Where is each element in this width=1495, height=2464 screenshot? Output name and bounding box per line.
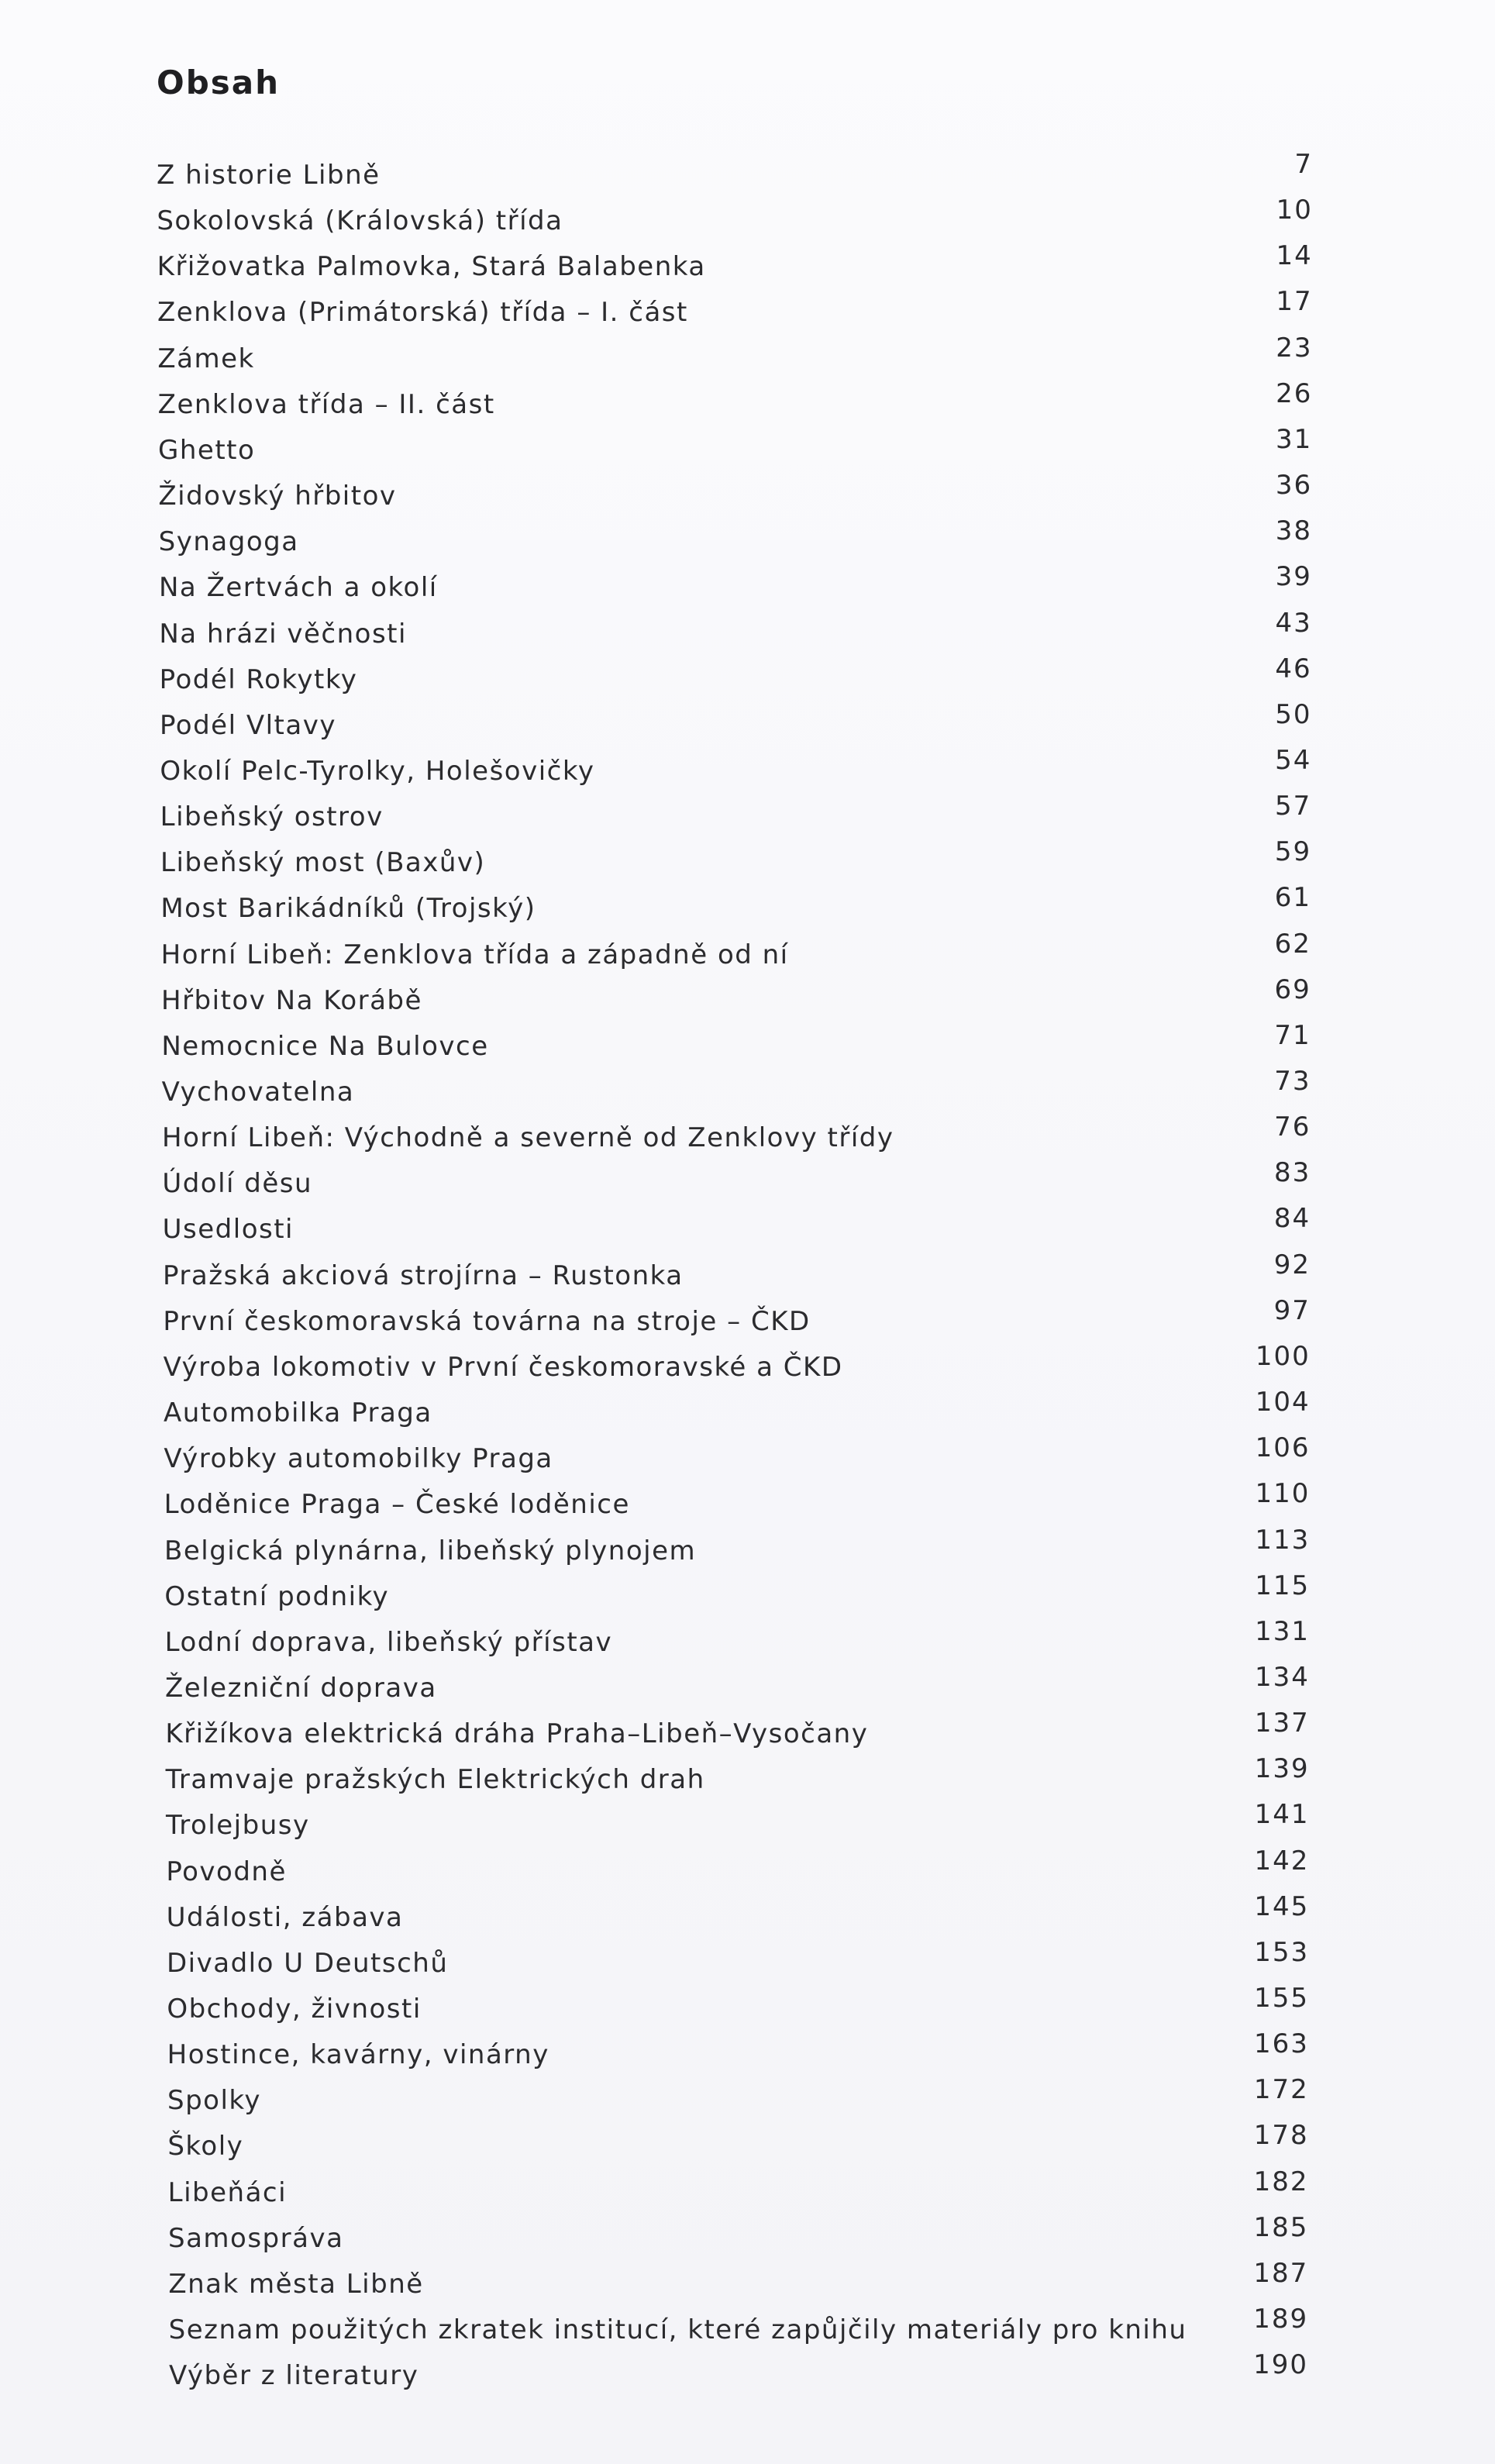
toc-entry-page-number: 14 [1276,240,1313,272]
toc-entry-page-number: 59 [1274,836,1312,868]
toc-entry-page-number: 92 [1273,1249,1311,1280]
toc-entry-page-number: 104 [1255,1387,1311,1418]
toc-entry-title: Nemocnice Na Bulovce [161,1030,489,1062]
toc-entry-title: Podél Vltavy [160,709,336,741]
toc-entry-page-number: 17 [1276,286,1313,318]
toc-entry-page-number: 182 [1253,2166,1309,2197]
toc-entry-page-number: 163 [1253,2028,1309,2060]
toc-entry-page-number: 10 [1276,195,1313,226]
toc-entry-title: Libeňský ostrov [160,801,384,833]
toc-entry-title: Horní Libeň: Zenklova třída a západně od ní [160,939,789,970]
toc-entry-title: Usedlosti [162,1214,294,1246]
toc-entry-title: První českomoravská továrna na stroje – ČKD [163,1305,811,1337]
toc-entry-page-number: 31 [1275,423,1313,455]
toc-entry-page-number: 190 [1253,2349,1308,2381]
toc-entry-page-number: 71 [1274,1019,1311,1051]
toc-entry-title: Podél Rokytky [159,663,358,695]
toc-entry-page-number: 46 [1275,653,1312,684]
toc-entry-page-number: 97 [1273,1294,1311,1326]
toc-entry-title: Sokolovská (Královská) třída [157,205,563,237]
toc-entry-title: Zámek [157,343,255,374]
toc-entry-title: Libeňáci [167,2176,288,2208]
toc-entry-page-number: 172 [1253,2074,1309,2106]
toc-entry-title: Zenklova (Primátorská) třída – I. část [157,297,688,329]
toc-entry-title: Pražská akciová strojírna – Rustonka [163,1260,684,1291]
toc-entry-page-number: 187 [1253,2257,1309,2289]
toc-entry-title: Ostatní podniky [164,1580,390,1612]
toc-entry-title: Automobilka Praga [164,1397,432,1429]
toc-entry-page-number: 61 [1274,882,1311,914]
toc-entry-title: Synagoga [158,526,299,558]
toc-entry-page-number: 134 [1254,1661,1310,1693]
toc-entry-page-number: 7 [1294,149,1313,180]
toc-entry-page-number: 137 [1254,1708,1310,1739]
toc-entry-title: Hřbitov Na Korábě [161,984,422,1016]
toc-entry-title: Zenklova třída – II. část [157,388,495,420]
page-title: Obsah [157,64,281,102]
toc-entry-page-number: 106 [1255,1432,1311,1464]
toc-entry-title: Ghetto [158,434,256,466]
toc-entry-title: Školy [167,2131,244,2162]
toc-entry-page-number: 38 [1275,515,1312,547]
toc-entry-title: Povodně [166,1856,287,1887]
toc-entry-title: Spolky [167,2085,262,2117]
toc-entry-title: Vychovatelna [161,1077,355,1108]
toc-entry-page-number: 54 [1275,744,1312,776]
toc-entry-page-number: 62 [1274,928,1311,960]
toc-entry-page-number: 50 [1275,698,1312,730]
toc-entry-title: Na Žertvách a okolí [159,572,438,604]
toc-entry-title: Okolí Pelc-Tyrolky, Holešovičky [160,755,595,787]
toc-entry-title: Seznam použitých zkratek institucí, které zapůjčily materiály pro knihu [168,2314,1187,2346]
toc-entry-title: Znak města Libně [168,2268,424,2300]
toc-entry-title: Libeňský most (Baxův) [160,847,486,879]
toc-entry-title: Události, zábava [166,1901,404,1933]
toc-entry-page-number: 73 [1274,1066,1311,1097]
toc-entry-page-number: 69 [1274,974,1311,1005]
toc-entry-title: Železniční doprava [165,1672,437,1704]
toc-entry-page-number: 131 [1255,1615,1310,1647]
toc-entry-title: Divadlo U Deutschů [167,1947,449,1979]
toc-entry-page-number: 26 [1276,377,1313,409]
toc-entry-page-number: 189 [1253,2304,1309,2335]
toc-entry-page-number: 145 [1254,1890,1310,1922]
toc-entry-title: Z historie Libně [157,160,381,191]
toc-entry-title: Most Barikádníků (Trojský) [160,893,536,925]
toc-entry-title: Hostince, kavárny, vinárny [167,2039,549,2071]
toc-entry-title: Belgická plynárna, libeňský plynojem [164,1535,697,1566]
toc-entry-page-number: 57 [1274,791,1312,822]
toc-entry-title: Trolejbusy [166,1810,310,1842]
toc-entry-page-number: 153 [1254,1936,1310,1968]
toc-entry-title: Židovský hřbitov [158,481,397,512]
toc-entry-page-number: 185 [1253,2211,1309,2243]
toc-entry-title: Samospráva [168,2222,344,2254]
toc-entry-page-number: 139 [1254,1753,1310,1785]
toc-entry-title: Výrobky automobilky Praga [164,1443,553,1475]
toc-entry-title: Výběr z literatury [169,2360,419,2392]
toc-entry-page-number: 110 [1255,1478,1311,1510]
toc-entry-page-number: 115 [1255,1570,1311,1601]
toc-entry-title: Křižovatka Palmovka, Stará Balabenka [157,251,706,283]
toc-entry-title: Údolí děsu [162,1168,313,1200]
toc-entry-page-number: 113 [1255,1524,1311,1556]
toc-entry-page-number: 178 [1253,2120,1309,2152]
toc-entry-page-number: 23 [1276,332,1313,364]
toc-entry-page-number: 83 [1273,1157,1311,1189]
toc-entry-title: Tramvaje pražských Elektrických drah [165,1764,705,1796]
toc-entry-title: Na hrázi věčnosti [159,618,407,650]
toc-entry-page-number: 43 [1275,607,1312,639]
toc-entry-page-number: 39 [1275,561,1312,593]
toc-entry-title: Obchody, živnosti [167,1994,422,2025]
toc-entry-title: Křižíkova elektrická dráha Praha–Libeň–Vysočany [165,1718,869,1750]
toc-entry-page-number: 141 [1254,1799,1310,1831]
toc-entry-page-number: 155 [1254,1983,1309,2014]
toc-entry-title: Horní Libeň: Východně a severně od Zenklovy třídy [162,1122,894,1154]
toc-entry-title: Výroba lokomotiv v První českomoravské a ČKD [163,1351,843,1383]
toc-entry-page-number: 36 [1275,470,1313,501]
toc-entry-page-number: 142 [1254,1845,1310,1876]
toc-entry-page-number: 84 [1273,1203,1311,1235]
toc-entry-page-number: 76 [1274,1111,1311,1143]
toc-entry-title: Lodní doprava, libeňský přístav [164,1626,613,1658]
toc-entry-page-number: 100 [1255,1340,1311,1372]
toc-entry-title: Loděnice Praga – České loděnice [164,1489,630,1521]
